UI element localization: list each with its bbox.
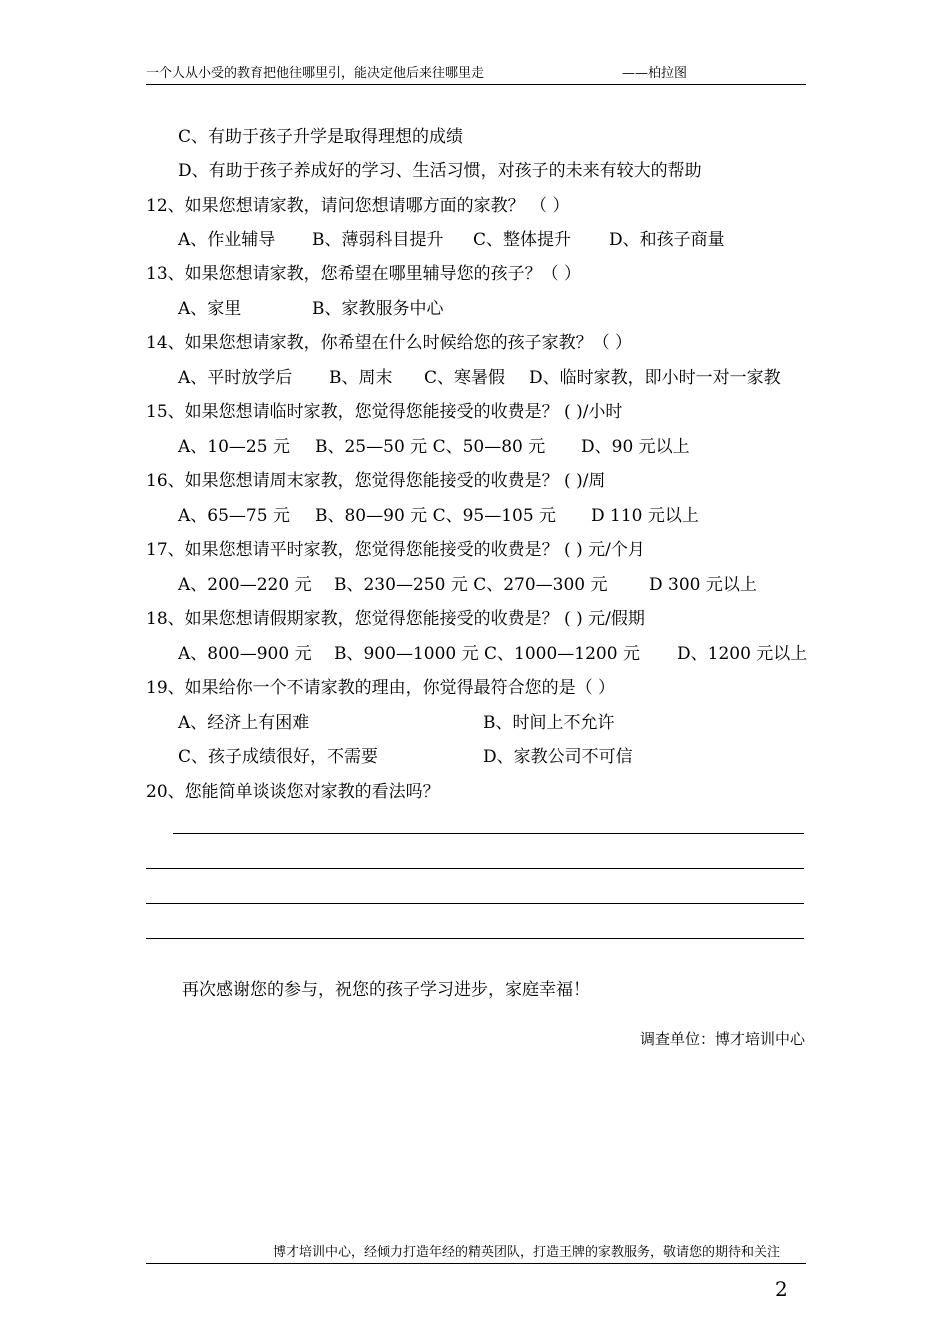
option-b: B、时间上不允许 <box>483 713 615 733</box>
option-a: A、经济上有困难 <box>178 713 310 733</box>
header-quote: 一个人从小受的教育把他往哪里引，能决定他后来往哪里走 <box>146 66 485 81</box>
option-c: C、整体提升 <box>473 230 572 250</box>
thanks-message: 再次感谢您的参与，祝您的孩子学习进步，家庭幸福！ <box>182 980 590 1000</box>
header-author: ——柏拉图 <box>622 66 688 81</box>
option-a: A、平时放学后 <box>178 368 293 388</box>
question-20: 20、您能简单谈谈您对家教的看法吗？ <box>146 782 440 802</box>
page-footer <box>146 1244 806 1264</box>
option-d: D、和孩子商量 <box>609 230 725 250</box>
question-19-options-row2 <box>178 746 778 768</box>
option-a: A、10—25 元 <box>178 437 290 457</box>
question-19-options-row1 <box>178 712 778 734</box>
question-18: 18、如果您想请假期家教，您觉得您能接受的收费是？ ( ) 元/假期 <box>146 609 645 629</box>
option-c: C、孩子成绩很好，不需要 <box>178 747 379 767</box>
option-b-c: B、25—50 元 C、50—80 元 <box>315 437 546 457</box>
question-14-options <box>178 367 808 389</box>
answer-line[interactable] <box>173 833 804 834</box>
option-b-c: B、900—1000 元 C、1000—1200 元 <box>334 644 640 664</box>
question-17-options <box>178 574 778 596</box>
option-a: A、家里 <box>178 299 242 319</box>
option-a: A、作业辅导 <box>178 230 276 250</box>
question-14: 14、如果您想请家教，你希望在什么时候给您的孩子家教？（ ） <box>146 333 633 353</box>
question-19: 19、如果给你一个不请家教的理由，你觉得最符合您的是（ ） <box>146 678 616 698</box>
question-16-options <box>178 505 778 527</box>
option-b: B、周末 <box>329 368 393 388</box>
option-a: A、65—75 元 <box>178 506 290 526</box>
question-17: 17、如果您想请平时家教，您觉得您能接受的收费是？ ( ) 元/个月 <box>146 540 645 560</box>
answer-line[interactable] <box>146 903 804 904</box>
answer-line[interactable] <box>146 868 804 869</box>
option-b: B、家教服务中心 <box>312 299 444 319</box>
question-12-options <box>178 229 778 251</box>
option-a: A、800—900 元 <box>178 644 312 664</box>
option-c: C、寒暑假 <box>424 368 506 388</box>
option-d: D、临时家教，即小时一对一家教 <box>529 368 781 388</box>
option-d: D、家教公司不可信 <box>483 747 633 767</box>
option-a: A、200—220 元 <box>178 575 312 595</box>
page-number: 2 <box>775 1277 788 1301</box>
option-b-c: B、230—250 元 C、270—300 元 <box>334 575 608 595</box>
page-header <box>146 66 806 85</box>
answer-line[interactable] <box>146 938 804 939</box>
question-15: 15、如果您想请临时家教，您觉得您能接受的收费是？ ( )/小时 <box>146 402 623 422</box>
footer-text: 博才培训中心，经倾力打造年经的精英团队，打造王牌的家教服务，敬请您的期待和关注 <box>272 1245 780 1260</box>
q11-option-d: D、有助于孩子养成好的学习、生活习惯，对孩子的未来有较大的帮助 <box>178 161 702 181</box>
option-d: D 300 元以上 <box>649 575 757 595</box>
question-12: 12、如果您想请家教，请问您想请哪方面的家教？ （ ） <box>146 196 570 216</box>
q11-option-c: C、有助于孩子升学是取得理想的成绩 <box>178 127 464 147</box>
option-b: B、薄弱科目提升 <box>312 230 444 250</box>
option-d: D 110 元以上 <box>591 506 699 526</box>
question-13-options <box>178 298 778 320</box>
question-16: 16、如果您想请周末家教，您觉得您能接受的收费是？ ( )/周 <box>146 471 606 491</box>
question-15-options <box>178 436 778 458</box>
survey-unit: 调查单位：博才培训中心 <box>639 1030 805 1048</box>
question-18-options <box>178 643 808 665</box>
option-b-c: B、80—90 元 C、95—105 元 <box>315 506 557 526</box>
option-d: D、90 元以上 <box>581 437 690 457</box>
question-13: 13、如果您想请家教，您希望在哪里辅导您的孩子？（ ） <box>146 264 582 284</box>
option-d: D、1200 元以上 <box>677 644 808 664</box>
